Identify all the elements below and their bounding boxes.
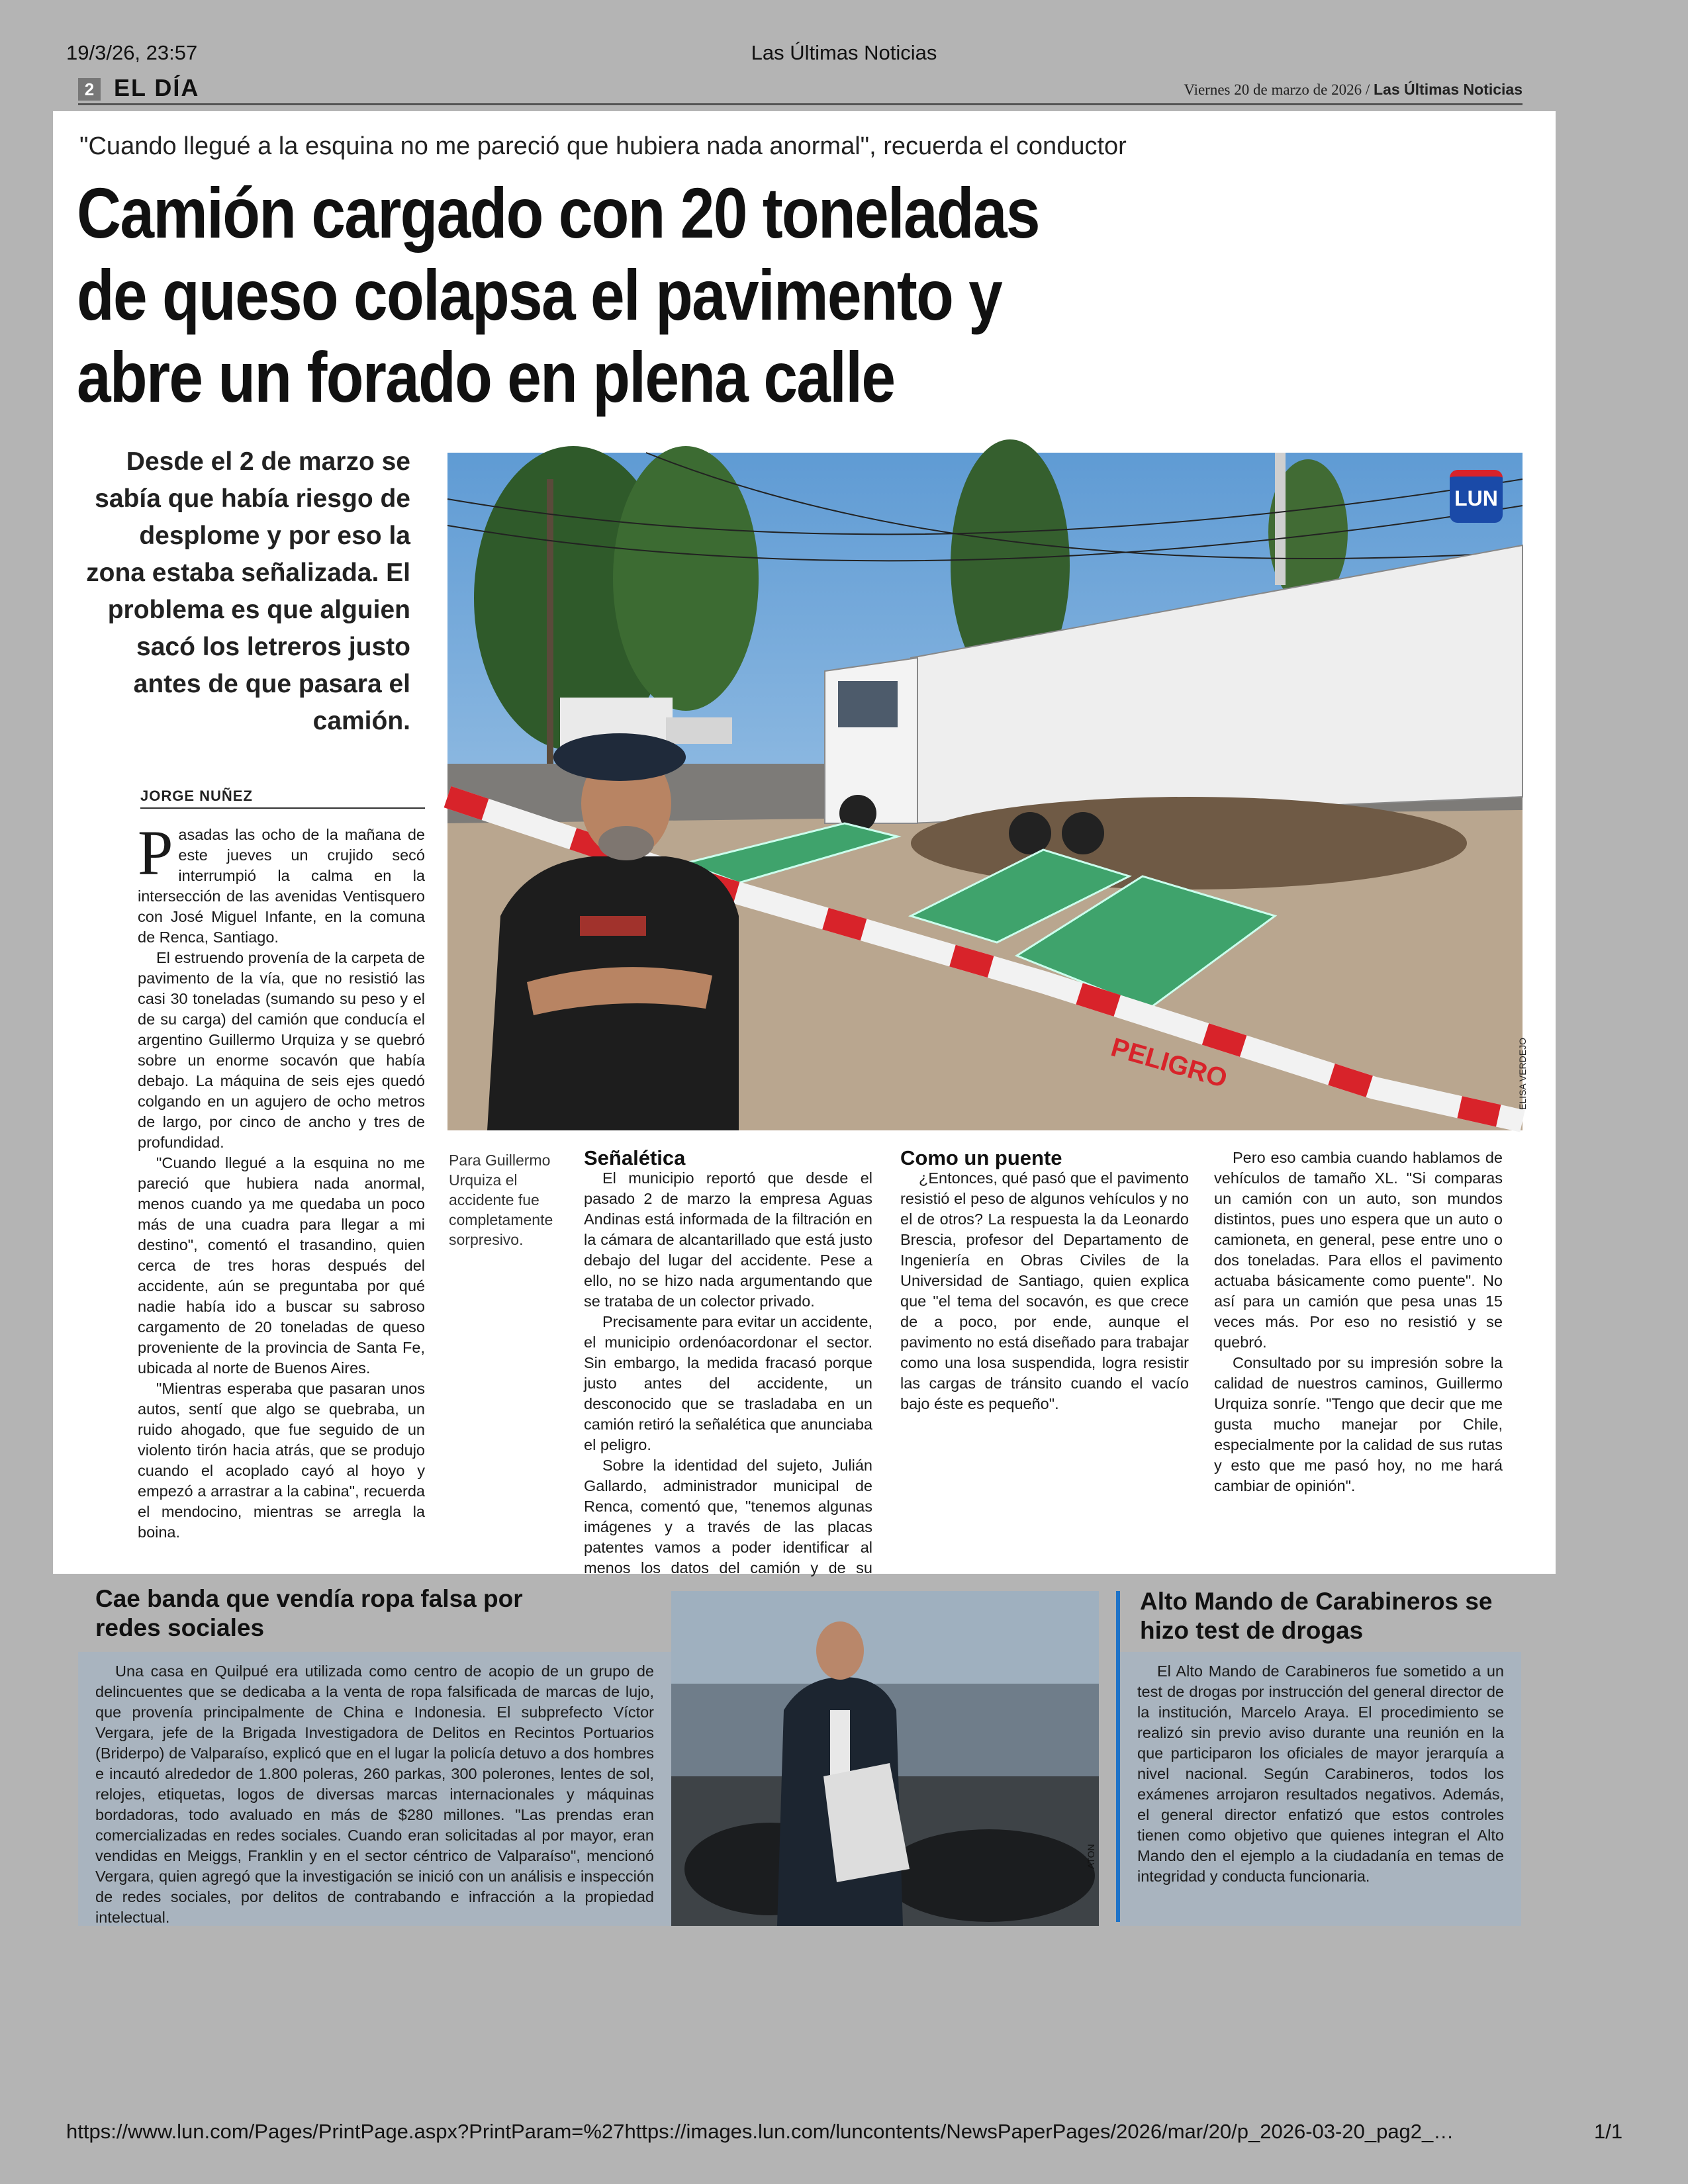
brief-2-box [1120, 1652, 1521, 1926]
body-paragraph: Pero eso cambia cuando hablamos de vehículos de tamaño XL. "Si comparas un camión con un auto, son mundos distintos, pues uno espera que un auto o camioneta, en general, pese entre uno o dos toneladas. Para ellos el pavimento actuaba básicamente como puente". No así para un camión que pesa unas 15 veces más. Por eso no resistió y se quebró. [1214, 1149, 1503, 1351]
lun-logo: LUN [1450, 470, 1503, 523]
page-number-badge: 2 [78, 78, 101, 101]
brief-1-photo [671, 1591, 1099, 1926]
print-url[interactable]: https://www.lun.com/Pages/PrintPage.aspx?PrintParam=%27https://images.lun.com/luncontents/NewsPaperPages/2026/mar/20/p_2026-03-20_pag2_… [66, 2120, 1454, 2143]
body-paragraph: "Mientras esperaba que pasaran unos autos, sentí que algo se quebraba, un ruido ahogado, que fue seguido de un violento tirón hacia atrás, que se produjo cuando el acoplado cayó al hoyo y empezó a arrastrar a la cabina", recuerda el mendocino, mientras se arregla la boina. [138, 1380, 425, 1541]
article-column-1 [138, 817, 425, 1543]
print-datetime: 19/3/26, 23:57 [66, 41, 198, 64]
brief-1-title: Cae banda que vendía ropa falsa por redes sociales [95, 1585, 523, 1641]
brief-2-text: El Alto Mando de Carabineros fue sometido a un test de drogas por instrucción del general director de la institución, Marcelo Araya. El procedimiento se realizó sin previo aviso durante una reunión en la que participaron los oficiales de mayor jerarquía a nivel nacional. Según Carabineros, todos los exámenes arrojaron resultados negativos. Además, el general director enfatizó que estos controles tienen como objetivo que quienes integran el Alto Mando den el ejemplo a la ciudadanía en temas de integridad y conducta funcionaria. [1137, 1662, 1504, 1885]
brief-1-text: Una casa en Quilpué era utilizada como centro de acopio de un grupo de delincuentes que se dedicaba a la venta de ropa falsificada de marcas de lujo, que provenía principalmente de China e Indonesia. El subprefecto Víctor Vergara, jefe de la Brigada Investigadora de Delitos en Recintos Portuarios (Briderpo) de Valparaíso, explicó que en el lugar la policía detuvo a dos hombres e incautó alrededor de 1.800 poleras, 260 parkas, 300 polerones, lentes de sol, relojes, etiquetas, logos de diversas marcas internacionales y máquinas bordadoras, todo avaluado en más de $280 millones. "Las prendas eran comercializadas en redes sociales. Cuando eran solicitadas al por mayor, eran vendidas en Meiggs, Franklin y en el sector céntrico de Valparaíso", mencionó Vergara, quien agregó que la investigación se inició con un análisis e inspección de redes sociales, por delitos de contrabando e infracción a la propiedad intelectual. [95, 1662, 654, 1926]
subhead-como-un-puente: Como un puente [900, 1146, 1062, 1169]
print-page-count: 1/1 [1594, 2120, 1623, 2143]
article-column-2 [584, 1148, 872, 1619]
body-paragraph: El estruendo provenía de la carpeta de pavimento de la vía, que no resistió las casi 30 toneladas (sumando su peso y el de su carga) del camión que conducía el argentino Guillermo Urquiza y se quebró sobre un enorme socavón que había debajo. La máquina de seis ejes quedó colgando en un agujero de ocho metros de largo, por cinco de ancho y tres de profundidad. [138, 949, 425, 1151]
newspaper-name: Las Últimas Noticias [1374, 81, 1523, 98]
drop-cap: P [138, 817, 173, 888]
article-column-3 [900, 1148, 1189, 1414]
body-paragraph: El municipio reportó que desde el pasado 2 de marzo la empresa Aguas Andinas está informada de la filtración en la cámara de alcantarillado que está justo debajo del lugar del accidente. Pese a ello, no se hizo nada argumentando que se trataba de un colector privado. [584, 1169, 872, 1310]
byline: JORGE NUÑEZ [140, 788, 425, 809]
brief-1-photo-credit: ATON [1086, 1844, 1096, 1869]
briefs-band [78, 1578, 1521, 1935]
body-paragraph: ¿Entonces, qué pasó que el pavimento resistió el peso de algunos vehículos y no el de otros? La respuesta la da Leonardo Brescia, profesor del Departamento de Ingeniería en Obras Civiles de la Universidad de Santiago, quien explica que "el tema del socavón, es que crece de a poco, por ende, aunque el pavimento no está diseñado para trabajar como una losa suspendida, logra resistir las cargas de tránsito cuando el vacío bajo éste es pequeño". [900, 1169, 1189, 1412]
main-article [53, 111, 1556, 1574]
body-paragraph: Sobre la identidad del sujeto, Julián Gallardo, administrador municipal de Renca, comentó que, "tenemos algunas imágenes y a través de las placas patentes vamos a poder identificar al menos los datos del camión y de su [584, 1457, 872, 1576]
brief-2-title: Alto Mando de Carabineros se hizo test de drogas [1140, 1588, 1493, 1644]
photo-caption: Para Guillermo Urquiza el accidente fue completamente sorpresivo. [449, 1152, 553, 1248]
body-paragraph: "Cuando llegué a la esquina no me pareció que hubiera nada anormal, menos cuando ya me quedaba un poco más de una cuadra para llegar a mi destino", comentó el trasandino, quien cerca de tres horas después del accidente, aún se preguntaba por qué nadie había ido a buscar su sabroso cargamento de 20 toneladas de queso proveniente de la provincia de Santa Fe, ubicada al norte de Buenos Aires. [138, 1154, 425, 1377]
subhead-senaletica: Señalética [584, 1146, 686, 1169]
issue-date: Viernes 20 de marzo de 2026 [1184, 81, 1362, 98]
brief-1-box [78, 1652, 671, 1926]
body-paragraph: asadas las ocho de la mañana de este jueves un crujido secó interrumpió la calma en la intersección de las avenidas Ventisquero con José Miguel Infante, en la comuna de Renca, Santiago. [138, 826, 425, 946]
dateline-separator: / [1365, 81, 1370, 98]
seized-goods-illustration [671, 1591, 1099, 1926]
body-paragraph: Precisamente para evitar un accidente, el municipio ordenóacordonar el sector. Sin embargo, la medida fracasó porque justo antes del accidente, un desconocido que se trasladaba en un camión retiró la señalética que anunciaba el peligro. [584, 1313, 872, 1453]
article-column-4 [1214, 1148, 1503, 1496]
section-name: EL DÍA [114, 74, 200, 101]
tape-label: PELIGRO [1107, 1032, 1231, 1094]
article-deck: Desde el 2 de marzo se sabía que había riesgo de desplome y por eso la zona estaba señalizada. El problema es que alguien sacó los letreros justo antes de que pasara el camión. [86, 447, 410, 735]
dateline [1184, 81, 1523, 99]
print-page-title: Las Últimas Noticias [751, 41, 937, 64]
photo-credit: ELISA VERDEJO [1517, 1038, 1528, 1110]
body-paragraph: Consultado por su impresión sobre la calidad de nuestros caminos, Guillermo Urquiza sonríe. "Tengo que decir que me gusta mucho manejar por Chile, especialmente por la calidad de sus rutas y esto que me pasó hoy, no me hará cambiar de opinión". [1214, 1354, 1503, 1494]
truck-sinkhole-illustration [447, 453, 1523, 1130]
section-bar [78, 74, 1523, 105]
article-headline: Camión cargado con 20 toneladas de queso colapsa el pavimento y abre un forado en plena calle [77, 173, 1039, 417]
article-kicker: "Cuando llegué a la esquina no me pareció que hubiera nada anormal", recuerda el conductor [79, 132, 1127, 160]
article-photo [447, 453, 1528, 1130]
